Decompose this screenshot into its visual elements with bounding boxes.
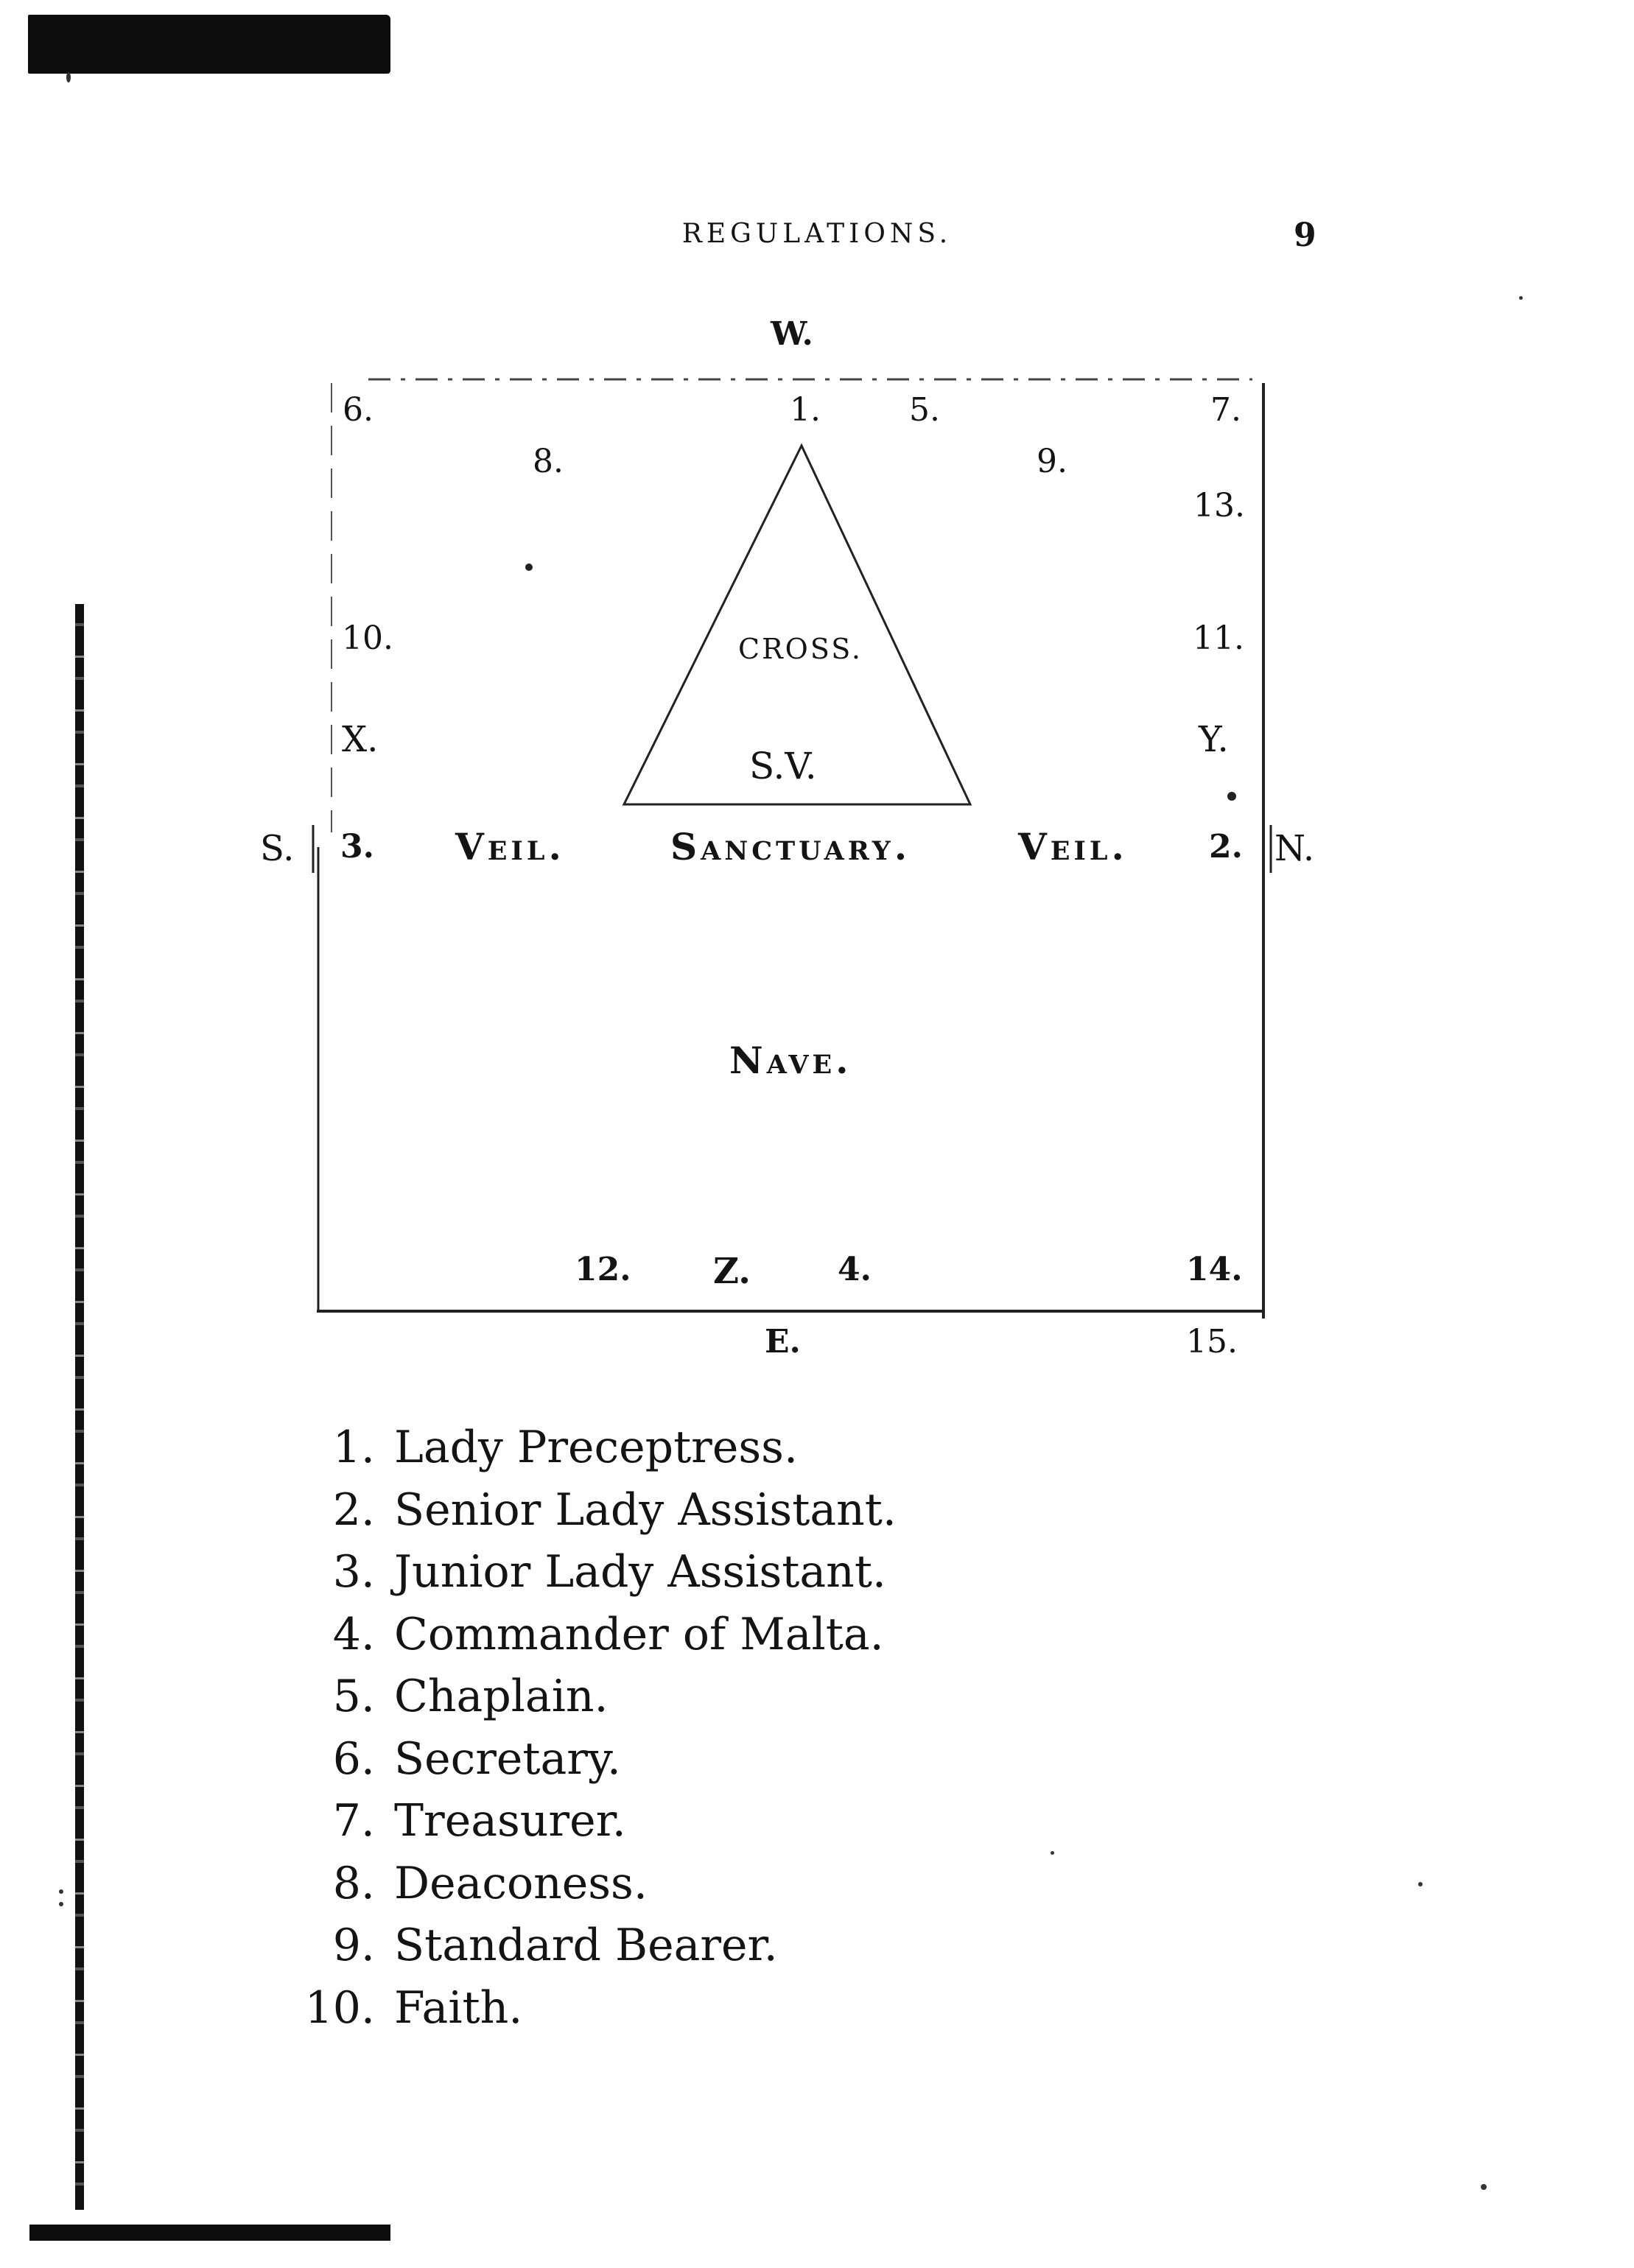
label-cross: CROSS. [738, 633, 863, 665]
position-1: 1. [790, 391, 821, 429]
running-head: REGULATIONS. [681, 219, 953, 249]
key-item [291, 1858, 897, 1920]
position-4: 4. [838, 1251, 872, 1288]
position-6: 6. [343, 391, 374, 429]
position-14: 14. [1186, 1251, 1243, 1288]
key-number: 3. [332, 1546, 375, 1598]
key-number: 9. [332, 1920, 375, 1971]
key-title: Chaplain. [394, 1671, 609, 1722]
key-title: Treasurer. [394, 1795, 626, 1847]
key-title: Secretary. [394, 1732, 621, 1785]
key-title: Commander of Malta. [394, 1608, 884, 1660]
position-15: 15. [1186, 1323, 1238, 1361]
officer-key-list [291, 1422, 897, 2044]
page-number: 9 [1294, 217, 1316, 254]
label-nave: Nave. [729, 1039, 852, 1082]
position-7: 7. [1210, 391, 1241, 429]
key-item [291, 1484, 897, 1547]
key-number: 4. [332, 1608, 375, 1660]
key-item [291, 1609, 897, 1671]
key-title: Senior Lady Assistant. [394, 1484, 897, 1536]
key-item [291, 1733, 897, 1796]
position-11: 11. [1193, 619, 1244, 657]
key-item [291, 1920, 897, 1982]
position-12: 12. [575, 1251, 631, 1288]
label-sanctuary: Sanctuary. [670, 825, 911, 868]
key-item [291, 1546, 897, 1609]
diagram-dot [525, 564, 533, 571]
position-13: 13. [1193, 487, 1245, 524]
key-number: 5. [332, 1671, 375, 1722]
position-9: 9. [1037, 443, 1067, 480]
position-2: 2. [1209, 828, 1243, 866]
position-y: Y. [1199, 719, 1229, 760]
position-x: X. [342, 719, 379, 760]
key-title: Standard Bearer. [394, 1920, 778, 1971]
position-10: 10. [342, 619, 393, 657]
compass-north: N. [1274, 828, 1315, 869]
key-title: Lady Preceptress. [394, 1422, 799, 1473]
position-8: 8. [533, 443, 564, 480]
key-item [291, 1982, 897, 2045]
compass-west: W. [771, 315, 813, 353]
position-3: 3. [340, 828, 374, 866]
key-title: Junior Lady Assistant. [394, 1546, 886, 1598]
diagram-dot [1227, 792, 1236, 801]
key-number: 8. [332, 1857, 375, 1909]
key-number: 7. [332, 1795, 375, 1847]
position-z: Z. [713, 1251, 751, 1292]
key-item [291, 1795, 897, 1858]
key-number: 2. [332, 1484, 375, 1536]
key-item [291, 1422, 897, 1484]
position-5: 5. [909, 391, 940, 429]
key-title: Faith. [394, 1981, 523, 2034]
label-sv: S.V. [749, 745, 817, 787]
key-item [291, 1671, 897, 1733]
key-title: Deaconess. [394, 1857, 648, 1909]
key-number: 1. [332, 1422, 375, 1473]
compass-south: S. [260, 828, 295, 869]
label-veil-left: Veil. [455, 825, 565, 868]
label-veil-right: Veil. [1018, 825, 1128, 868]
compass-east: E. [765, 1323, 801, 1361]
key-number: 10. [304, 1981, 375, 2034]
key-number: 6. [332, 1732, 375, 1785]
